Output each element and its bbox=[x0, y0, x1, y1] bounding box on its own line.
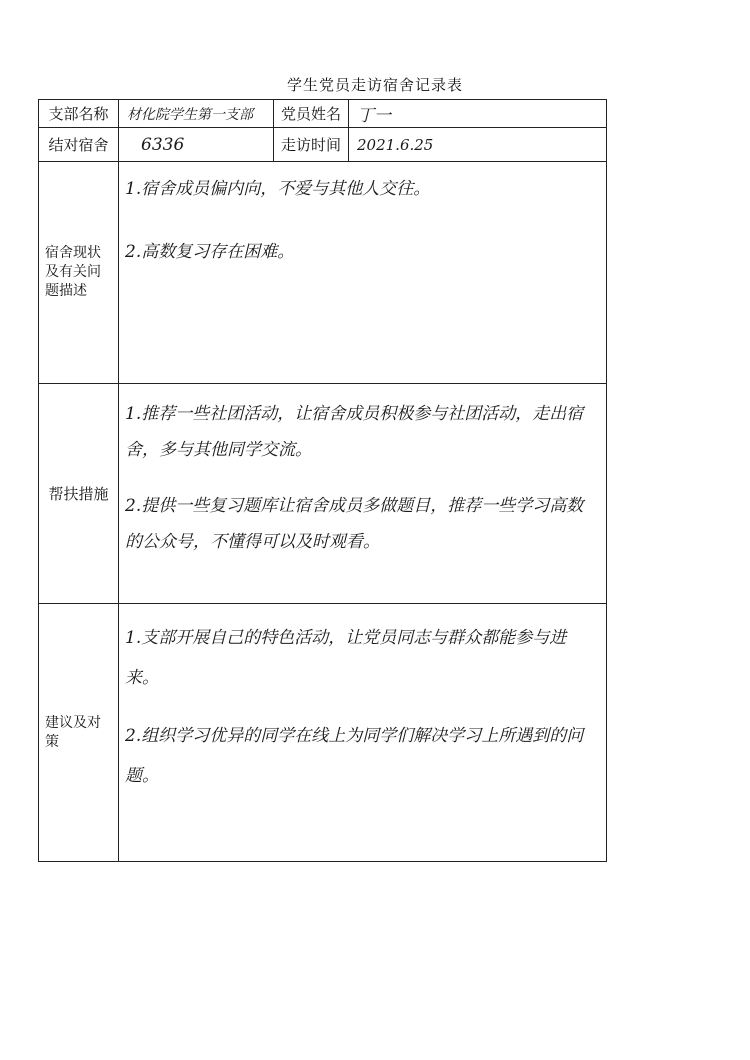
branch-label: 支部名称 bbox=[39, 100, 119, 128]
visit-time-label: 走访时间 bbox=[274, 128, 349, 162]
suggestions-label: 建议及对策 bbox=[39, 604, 119, 862]
row-situation bbox=[39, 162, 607, 384]
measures-item: 1.推荐一些社团活动，让宿舍成员积极参与社团活动，走出宿舍，多与其他同学交流。 bbox=[125, 404, 584, 460]
row-measures bbox=[39, 384, 607, 604]
row-dorm-time bbox=[39, 128, 607, 162]
measures-item: 2.提供一些复习题库让宿舍成员多做题目，推荐一些学习高数的公众号，不懂得可以及时观看。 bbox=[125, 496, 584, 552]
dorm-label: 结对宿舍 bbox=[39, 128, 119, 162]
member-label: 党员姓名 bbox=[274, 100, 349, 128]
suggestions-item: 1.支部开展自己的特色活动，让党员同志与群众都能参与进来。 bbox=[125, 628, 567, 688]
situation-item: 1.宿舍成员偏内向，不爱与其他人交往。 bbox=[125, 179, 431, 199]
suggestions-content bbox=[119, 604, 607, 862]
situation-label: 宿舍现状及有关问题描述 bbox=[39, 162, 119, 384]
situation-item: 2.高数复习存在困难。 bbox=[125, 242, 295, 262]
form-title: 学生党员走访宿舍记录表 bbox=[286, 76, 463, 94]
branch-value: 材化院学生第一支部 bbox=[119, 100, 274, 128]
dorm-value: 6336 bbox=[119, 128, 274, 162]
situation-content bbox=[119, 162, 607, 384]
visit-record-table bbox=[38, 99, 607, 862]
measures-label: 帮扶措施 bbox=[39, 384, 119, 604]
suggestions-item: 2.组织学习优异的同学在线上为同学们解决学习上所遇到的问题。 bbox=[125, 726, 584, 786]
measures-content bbox=[119, 384, 607, 604]
row-branch-member bbox=[39, 100, 607, 128]
row-suggestions bbox=[39, 604, 607, 862]
visit-time-value: 2021.6.25 bbox=[349, 128, 607, 162]
member-value: 丁一 bbox=[349, 100, 607, 128]
